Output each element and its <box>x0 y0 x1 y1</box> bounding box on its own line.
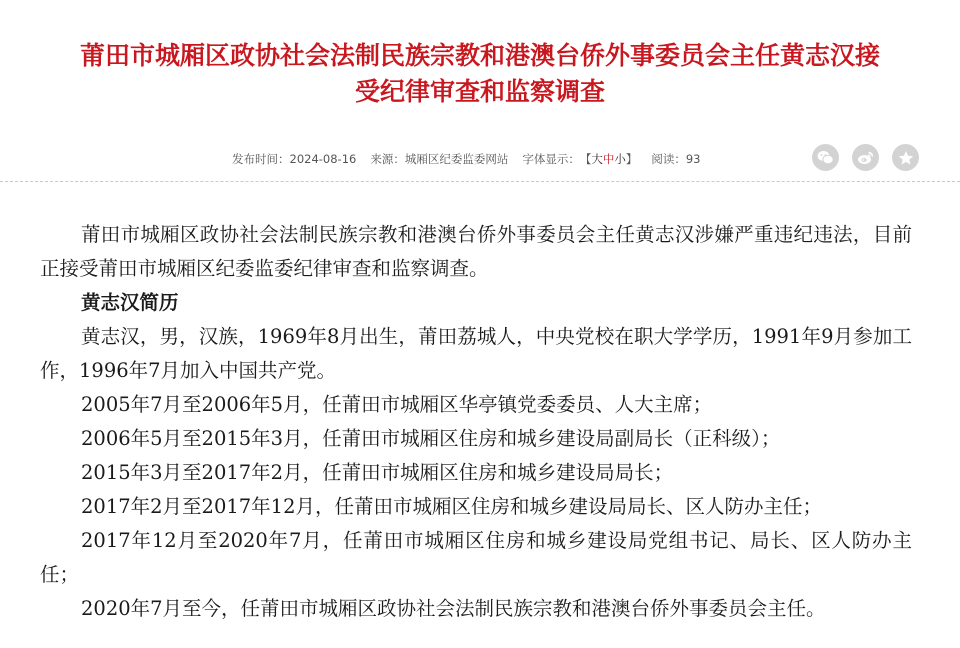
views-count: 93 <box>685 152 701 166</box>
share-bar <box>812 144 919 171</box>
wechat-share-button[interactable] <box>812 144 839 171</box>
article-title-line-2: 受纪律审查和监察调查 <box>354 77 605 106</box>
weibo-icon <box>857 150 874 165</box>
font-size-large-button[interactable]: 大 <box>591 152 603 166</box>
resume-heading: 黄志汉简历 <box>81 291 179 314</box>
resume-item: 2017年2月至2017年12月，任莆田市城厢区住房和城乡建设局局长、区人防办主任； <box>81 495 822 518</box>
views-label: 阅读： <box>651 152 686 166</box>
article-body <box>40 218 912 626</box>
article-title-line-1: 莆田市城厢区政协社会法制民族宗教和港澳台侨外事委员会主任黄志汉接 <box>79 41 880 70</box>
weibo-share-button[interactable] <box>852 144 879 171</box>
bracket-open: 【 <box>579 152 592 166</box>
star-icon <box>898 150 914 166</box>
wechat-icon <box>817 150 834 165</box>
font-size-label: 字体显示： <box>522 152 580 166</box>
font-size-medium-button[interactable]: 中 <box>602 152 615 166</box>
resume-item: 2005年7月至2006年5月，任莆田市城厢区华亭镇党委委员、人大主席； <box>81 393 713 416</box>
resume-item: 2017年12月至2020年7月，任莆田市城厢区住房和城乡建设局党组书记、局长、区人防办主任； <box>40 529 912 586</box>
resume-item: 2015年3月至2017年2月，任莆田市城厢区住房和城乡建设局局长； <box>81 461 674 484</box>
publish-label: 发布时间： <box>232 152 290 166</box>
source-label: 来源： <box>370 152 405 166</box>
font-size-small-button[interactable]: 小 <box>614 152 626 166</box>
bio-paragraph: 黄志汉，男，汉族，1969年8月出生，莆田荔城人，中央党校在职大学学历，1991年9月参加工作，1996年7月加入中国共产党。 <box>40 325 912 382</box>
article-title <box>40 38 920 110</box>
source-name: 城厢区纪委监委网站 <box>404 152 509 166</box>
bracket-close: 】 <box>625 152 638 166</box>
publish-date: 2024-08-16 <box>289 152 357 166</box>
favorite-button[interactable] <box>892 144 919 171</box>
intro-paragraph: 莆田市城厢区政协社会法制民族宗教和港澳台侨外事委员会主任黄志汉涉嫌严重违纪违法，目前正接受莆田市城厢区纪委监委纪律审查和监察调查。 <box>40 223 912 280</box>
resume-item: 2006年5月至2015年3月，任莆田市城厢区住房和城乡建设局副局长（正科级）； <box>81 427 781 450</box>
resume-item: 2020年7月至今，任莆田市城厢区政协社会法制民族宗教和港澳台侨外事委员会主任。 <box>81 597 826 620</box>
article-meta <box>232 150 700 168</box>
header-divider <box>0 181 960 182</box>
